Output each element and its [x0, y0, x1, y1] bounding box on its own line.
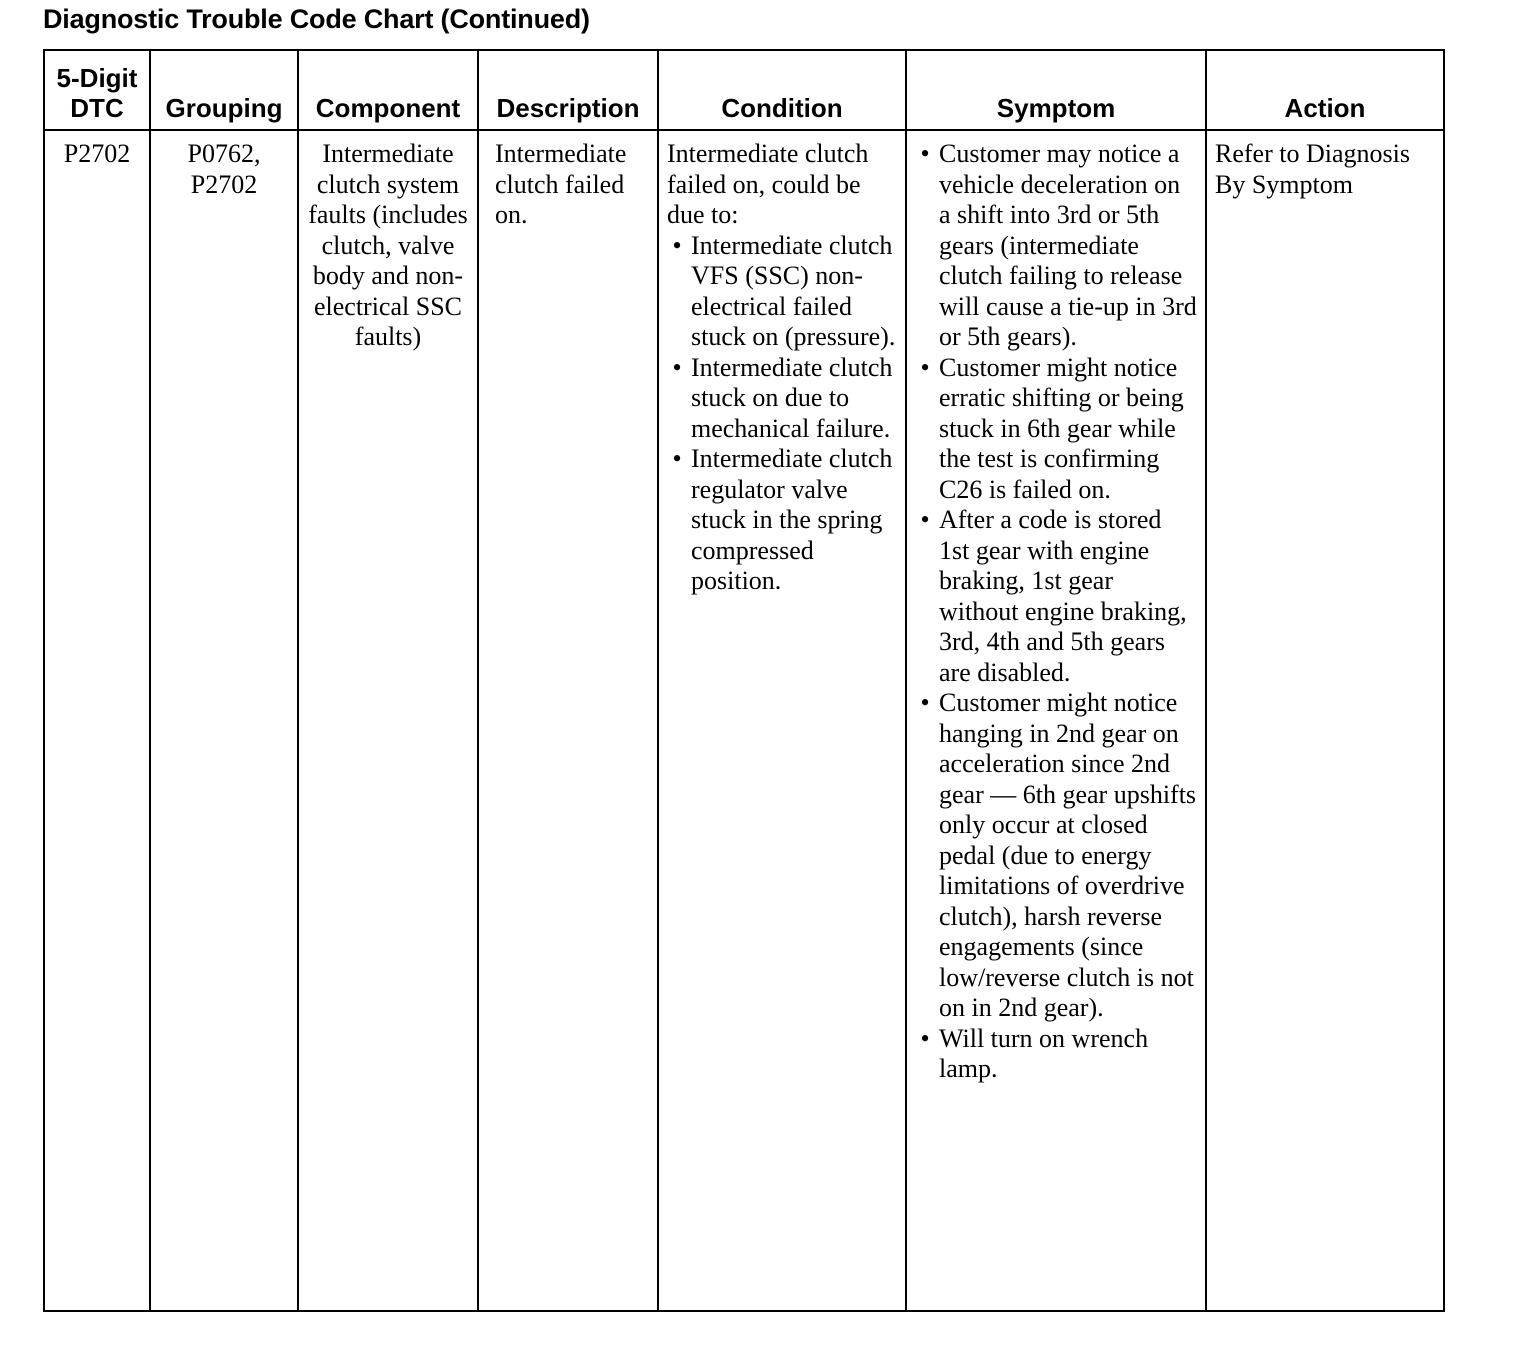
cell-condition — [658, 130, 906, 1311]
bullet-icon: • — [920, 1023, 930, 1053]
bullet-icon: • — [672, 230, 682, 260]
header-component: Component — [298, 50, 478, 130]
list-item-text: Customer might notice erratic shifting or being stuck in 6th gear while the test is confirming C26 is failed on. — [939, 352, 1184, 504]
header-symptom: Symptom — [906, 50, 1206, 130]
list-item-text: Customer might notice hanging in 2nd gear on acceleration since 2nd gear — 6th gear upshifts only occur at closed pedal (due to energy limitations of overdrive clutch), harsh reverse engagements (since low/reverse clutch is not on in 2nd gear). — [939, 688, 1197, 1022]
cell-component: Intermediate clutch system faults (includes clutch, valve body and non-electrical SSC faults) — [298, 130, 478, 1311]
table-header-row — [44, 50, 1444, 130]
bullet-icon: • — [672, 444, 682, 473]
list-item — [667, 444, 897, 597]
grouping-code-2: P2702 — [190, 169, 258, 199]
bullet-icon: • — [672, 352, 682, 382]
header-dtc — [44, 50, 150, 130]
list-item-text: Customer may notice a vehicle deceleration on a shift into 3rd or 5th gears (intermediate clutch failing to release will cause a tie-up in 3rd or 5th gears). — [939, 139, 1197, 351]
list-item — [667, 231, 897, 353]
cell-description: Intermediate clutch failed on. — [478, 130, 658, 1311]
list-item-text: Intermediate clutch regulator valve stuck in the spring compressed position. — [691, 444, 893, 595]
cell-grouping — [150, 130, 298, 1311]
condition-intro: Intermediate clutch failed on, could be due to: — [667, 139, 869, 229]
bullet-icon: • — [920, 352, 930, 382]
list-item — [915, 139, 1197, 353]
list-item — [667, 353, 897, 445]
cell-dtc: P2702 — [44, 130, 150, 1311]
list-item — [915, 505, 1197, 688]
header-action: Action — [1206, 50, 1444, 130]
bullet-icon: • — [920, 688, 930, 717]
header-condition: Condition — [658, 50, 906, 130]
header-grouping: Grouping — [150, 50, 298, 130]
condition-list — [667, 231, 897, 597]
list-item-text: Intermediate clutch VFS (SSC) non-electrical failed stuck on (pressure). — [691, 230, 896, 351]
list-item — [915, 688, 1197, 1024]
header-description: Description — [478, 50, 658, 130]
bullet-icon: • — [920, 505, 930, 534]
list-item-text: Intermediate clutch stuck on due to mechanical failure. — [691, 352, 893, 443]
list-item-text: Will turn on wrench lamp. — [939, 1023, 1149, 1083]
list-item-text: After a code is stored 1st gear with engine braking, 1st gear without engine braking, 3rd, 4th and 5th gears are disabled. — [939, 505, 1187, 687]
grouping-code-1: P0762, — [187, 139, 261, 168]
header-dtc-line1: 5-Digit — [56, 63, 138, 93]
symptom-list — [915, 139, 1197, 1085]
list-item — [915, 353, 1197, 506]
header-dtc-line2: DTC — [70, 93, 124, 123]
cell-action: Refer to Diagnosis By Symptom — [1206, 130, 1444, 1311]
bullet-icon: • — [920, 139, 930, 168]
dtc-table — [43, 49, 1445, 1312]
page-title: Diagnostic Trouble Code Chart (Continued) — [43, 4, 590, 34]
cell-symptom — [906, 130, 1206, 1311]
list-item — [915, 1024, 1197, 1085]
table-row — [44, 130, 1444, 1311]
